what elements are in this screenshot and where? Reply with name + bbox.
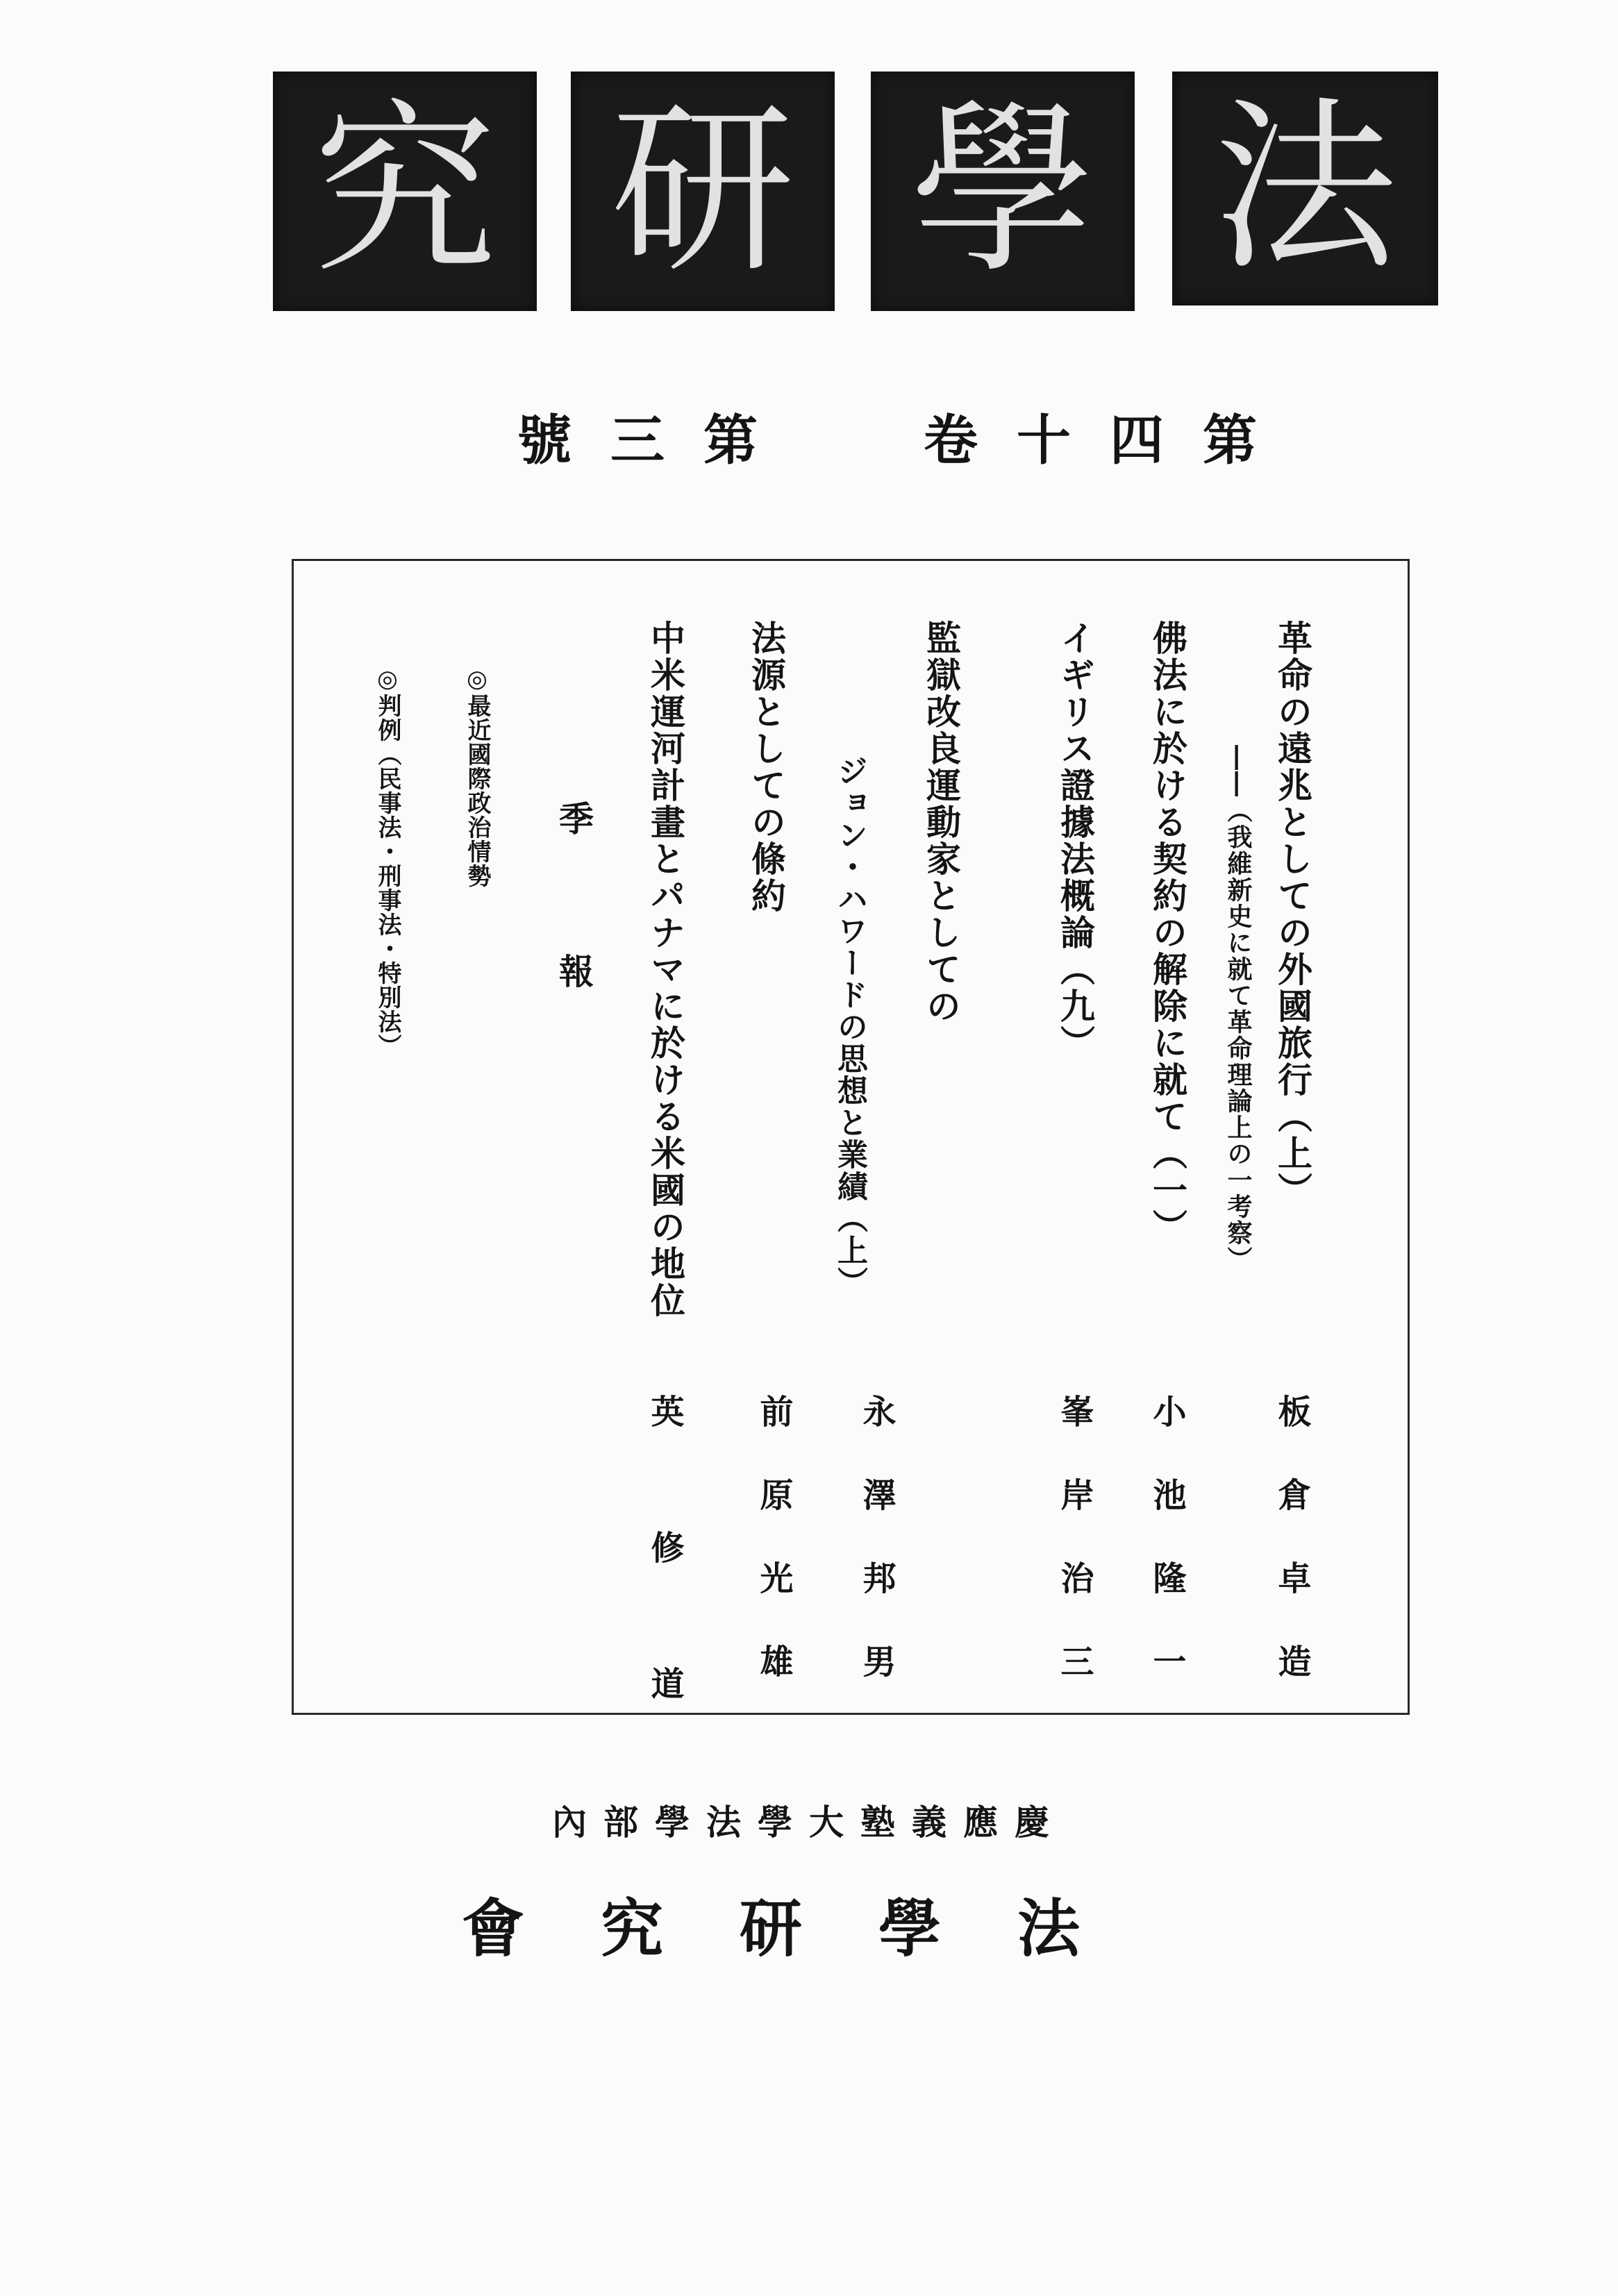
article-3-title: イギリス證據法概論（九） [1055,620,1096,1062]
article-6-title: 中米運河計畫とパナマに於ける米國の地位 [645,620,686,1319]
masthead-char-2: 研 [571,72,835,311]
issue-number: 號三第 [517,409,797,472]
quarterly-item-2: ◎判例（民事法・刑事法・特別法） [374,665,401,1058]
society-name: 會究研學法 [462,1892,1156,1966]
article-5-title: 法源としての條約 [746,620,787,914]
article-6-author: 英修道 [645,1394,684,1802]
table-of-contents [292,559,1410,1802]
institution-line: 內部學法學大塾義應慶 [552,1802,1066,1843]
article-1-author: 板倉卓造 [1272,1394,1311,1727]
issue-volume: 卷十四第 [924,409,1296,472]
quarterly-item-1: ◎最近國際政治情勢 [463,665,491,888]
article-3-author: 峯岸治三 [1055,1394,1094,1727]
article-2-author: 小池隆一 [1147,1394,1186,1727]
quarterly-heading: 季 報 [553,801,594,1030]
masthead-char-4: 法 [1172,72,1438,305]
article-4-title: 監獄改良運動家としての [921,620,962,1025]
article-1-subtitle: ――（我維新史に就て革命理論上の一考察） [1224,745,1253,1273]
masthead-char-3: 學 [871,72,1135,311]
article-4-subtitle: ジョン・ハワードの思想と業績（上） [832,755,867,1298]
masthead-char-1: 究 [273,72,537,311]
article-1-title: 革命の遠兆としての外國旅行（上） [1272,620,1313,1209]
article-4-author: 永澤邦男 [857,1394,896,1727]
article-2-title: 佛法に於ける契約の解除に就て（一） [1147,620,1188,1246]
article-5-author: 前原光雄 [754,1394,793,1727]
